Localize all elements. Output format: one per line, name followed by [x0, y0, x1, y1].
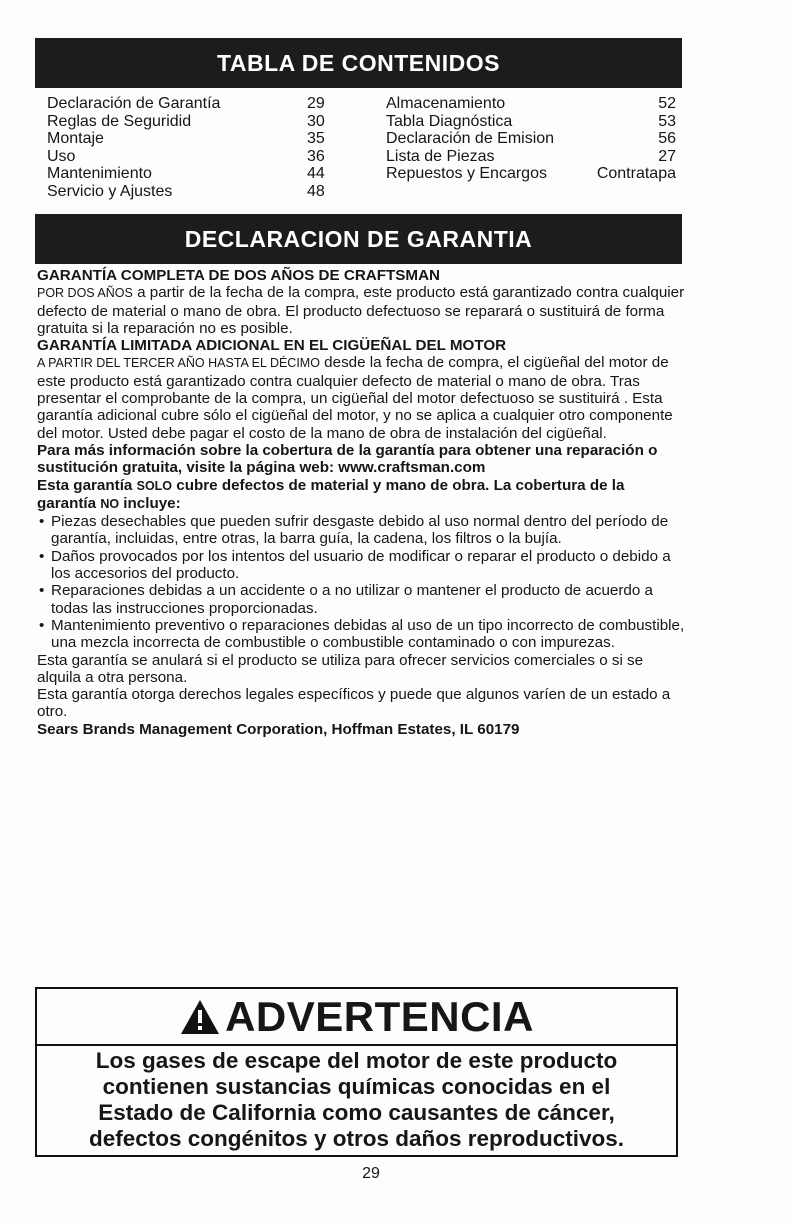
warning-triangle-icon: [179, 998, 221, 1036]
toc-entry-label: Declaración de Emision: [386, 130, 555, 147]
toc-entry-page: 27: [658, 147, 676, 165]
warning-line: Los gases de escape del motor de este producto: [95, 1048, 618, 1073]
toc-entry: [47, 130, 347, 148]
coverage-no: NO: [100, 496, 120, 511]
warranty-banner: [35, 214, 682, 264]
void-text: Esta garantía se anulará si el producto se utiliza para ofrecer servicios comerciales o si se alquila a otra persona.: [37, 651, 644, 686]
toc-entry-label: Lista de Piezas: [386, 147, 495, 165]
coverage-part: incluye:: [119, 494, 181, 512]
exclusion-item: • Piezas desechables que pueden sufrir desgaste debido al uso normal dentro del período de garantía, incluidas, entre otras, la barra guía, la cadena, los filtros o la bujía.: [37, 513, 687, 548]
toc-title: TABLA DE CONTENIDOS: [217, 49, 500, 76]
toc-entry: [386, 165, 676, 183]
toc-entry: [47, 148, 347, 166]
warning-line: defectos congénitos y otros daños reproductivos.: [88, 1126, 625, 1151]
warning-line: contienen sustancias químicas conocidas en el: [102, 1074, 611, 1099]
toc-banner: [35, 38, 682, 88]
full-warranty-body: a partir de la fecha de la compra, este producto está garantizado contra cualquier defecto de material o mano de obra. El producto defectuoso se reparará o sustituirá de forma gratuita si la reparación no es posible.: [37, 284, 685, 337]
toc-entry-label: Almacenamiento: [386, 95, 506, 112]
exclusions-list: [37, 513, 687, 651]
rights-text: Esta garantía otorga derechos legales específicos y puede que algunos varíen de un estado a otro.: [37, 686, 671, 721]
toc-entry: [386, 130, 676, 148]
warning-line: Estado de California como causantes de cáncer,: [98, 1100, 615, 1125]
toc-entry: [386, 148, 676, 166]
full-warranty-text: [37, 284, 687, 337]
toc-entry-label: Uso: [47, 147, 76, 165]
exclusion-item: • Daños provocados por los intentos del usuario de modificar o reparar el producto o debido a los accesorios del producto.: [37, 548, 687, 583]
full-warranty-heading: GARANTÍA COMPLETA DE DOS AÑOS DE CRAFTSMAN: [37, 267, 441, 284]
coverage-part: cubre defectos de material y mano de obra. La cobertura de la garantía: [37, 476, 625, 512]
toc-entry-label: Declaración de Garantía: [47, 95, 221, 112]
toc-entry-label: Repuestos y Encargos: [386, 165, 547, 182]
toc-entry-label: Tabla Diagnóstica: [386, 112, 513, 130]
limited-warranty-heading: GARANTÍA LIMITADA ADICIONAL EN EL CIGÜEÑAL DEL MOTOR: [37, 337, 507, 355]
toc-right-column: [386, 95, 676, 183]
coverage-part: Esta garantía: [37, 476, 137, 494]
toc-entry: [47, 183, 347, 201]
toc-entry: [47, 165, 347, 183]
exclusion-item: • Mantenimiento preventivo o reparaciones debidas al uso de un tipo incorrecto de combustible, una mezcla incorrecta de combustible o combustible contaminado o con impurezas.: [37, 617, 687, 652]
warning-title: ADVERTENCIA: [225, 992, 534, 1040]
coverage-only: SOLO: [136, 478, 173, 493]
limited-warranty-lead: A PARTIR DEL TERCER AÑO HASTA EL DÉCIMO: [37, 356, 320, 371]
toc-entry-page: 48: [307, 182, 325, 200]
toc-entry-page: 56: [658, 130, 676, 147]
limited-warranty-text: [37, 354, 687, 441]
toc-entry-label: Servicio y Ajustes: [47, 182, 173, 200]
toc-entry-page: 53: [658, 112, 676, 130]
toc-entry-page: 29: [307, 95, 325, 112]
toc-entry-page: Contratapa: [596, 165, 676, 182]
exclusion-item: • Reparaciones debidas a un accidente o a no utilizar o mantener el producto de acuerdo a todas las instrucciones proporcionadas.: [37, 582, 687, 617]
toc-entry: [386, 113, 676, 131]
coverage-text: [37, 477, 687, 514]
toc-entry: [386, 95, 676, 113]
toc-entry-page: 35: [307, 130, 325, 147]
warranty-body: [37, 267, 687, 738]
warning-message: [37, 1048, 676, 1152]
toc-entry-page: 36: [307, 147, 325, 165]
warning-box: [35, 987, 678, 1157]
warranty-title: DECLARACION DE GARANTIA: [184, 225, 533, 252]
toc-entry-page: 30: [307, 112, 325, 130]
toc-left-column: [47, 95, 347, 200]
full-warranty-lead: POR DOS AÑOS: [37, 286, 133, 301]
warning-divider: [37, 1044, 676, 1046]
toc-entry: [47, 113, 347, 131]
toc-entry-page: 52: [658, 95, 676, 112]
toc-entry: [47, 95, 347, 113]
warning-heading: [37, 989, 676, 1044]
toc-entry-label: Reglas de Seguridid: [47, 112, 192, 130]
more-info-text: Para más información sobre la cobertura de la garantía para obtener una reparación o sustitución gratuita, visite la página web: www.craftsman.com: [37, 441, 658, 477]
toc-entry-label: Mantenimiento: [47, 165, 152, 182]
company-text: Sears Brands Management Corporation, Hoffman Estates, IL 60179: [37, 720, 520, 738]
page-number: 29: [362, 1165, 380, 1182]
limited-warranty-body: desde la fecha de compra, el cigüeñal del motor de este producto está garantizado contra cualquier defecto de material o mano de obra. Tras presentar el comprobante de la compra, un cigüeñal del motor defectuoso se sustituirá . Esta garantía adicional cubre sólo el cigüeñal del motor, y no se aplica a cualquier otro componente del motor. Usted debe pagar el costo de la mano de obra de instalación del cigüeñal.: [37, 354, 673, 442]
toc-entry-label: Montaje: [47, 130, 104, 147]
toc-entry-page: 44: [307, 165, 325, 182]
